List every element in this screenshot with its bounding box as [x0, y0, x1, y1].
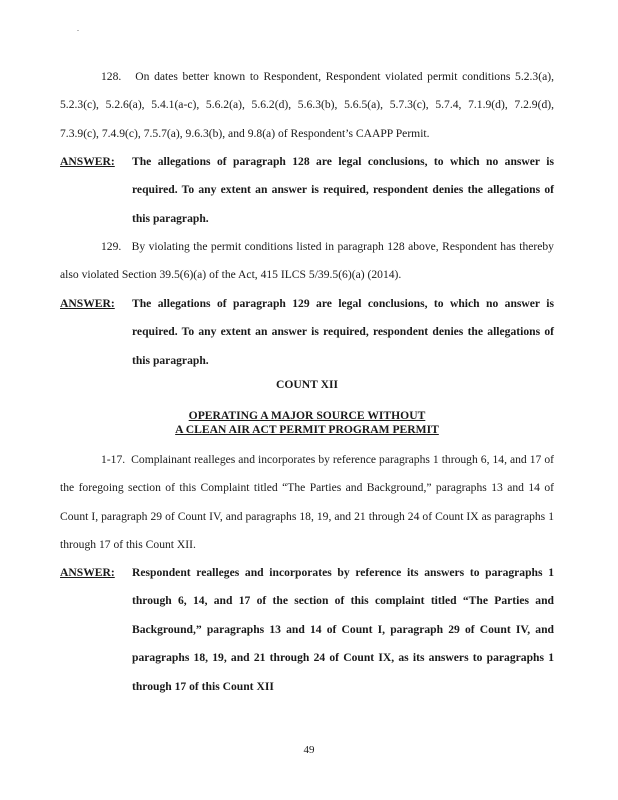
answer-text-1-17: Respondent realleges and incorporates by reference its answers to paragraphs 1 through 6, 14, and 17 of the section of this complaint titled “The Parties and Background,” paragraphs 13 and 14 of Count I, paragraph 29 of Count IV, and paragraphs 18, 19, and 21 through 24 of Count IX, as its answers to paragraphs 1 through 17 of this Count XII — [132, 566, 554, 693]
page-number: 49 — [303, 744, 315, 756]
paragraph-129 — [60, 233, 554, 290]
answer-text-128: The allegations of paragraph 128 are legal conclusions, to which no answer is required. To any extent an answer is required, respondent denies the allegations of this paragraph. — [132, 155, 554, 225]
answer-text-129: The allegations of paragraph 129 are legal conclusions, to which no answer is required. To any extent an answer is required, respondent denies the allegations of this paragraph. — [132, 297, 554, 367]
paragraph-number: 1-17. — [101, 453, 126, 466]
count-heading-line2: A CLEAN AIR ACT PERMIT PROGRAM PERMIT — [175, 423, 439, 436]
scan-mark — [77, 30, 79, 31]
paragraph-text: On dates better known to Respondent, Respondent violated permit conditions 5.2.3(a), 5.2.3(c), 5.2.6(a), 5.4.1(a-c), 5.6.2(a), 5.6.2(d), 5.6.3(b), 5.6.5(a), 5.7.3(c), 5.7.4, 7.1.9(d), 7.2.9(d), 7.3.9(c), 7.4.9(c), 7.5.7(a), 9.6.3(b), and 9.8(a) of Respondent’s CAAPP Permit. — [60, 70, 554, 140]
paragraph-1-17 — [60, 446, 554, 560]
paragraph-text: By violating the permit conditions listed in paragraph 128 above, Respondent has thereby also violated Section 39.5(6)(a) of the Act, 415 ILCS 5/39.5(6)(a) (2014). — [60, 240, 554, 282]
paragraph-128 — [60, 63, 554, 148]
count-heading-line1: OPERATING A MAJOR SOURCE WITHOUT — [188, 409, 426, 422]
paragraph-number: 129. — [101, 240, 122, 253]
answer-label-1-17: ANSWER: — [60, 566, 115, 579]
count-title: COUNT XII — [276, 378, 338, 391]
paragraph-number: 128. — [101, 70, 122, 83]
answer-label-129: ANSWER: — [60, 297, 115, 310]
paragraph-text: Complainant realleges and incorporates by reference paragraphs 1 through 6, 14, and 17 of the foregoing section of this Complaint titled “The Parties and Background,” paragraphs 13 and 14 of Count I, paragraph 29 of Count IV, and paragraphs 18, 19, and 21 through 24 of Count IX as paragraphs 1 through 17 of this Count XII. — [60, 453, 554, 552]
answer-label-128: ANSWER: — [60, 155, 115, 168]
